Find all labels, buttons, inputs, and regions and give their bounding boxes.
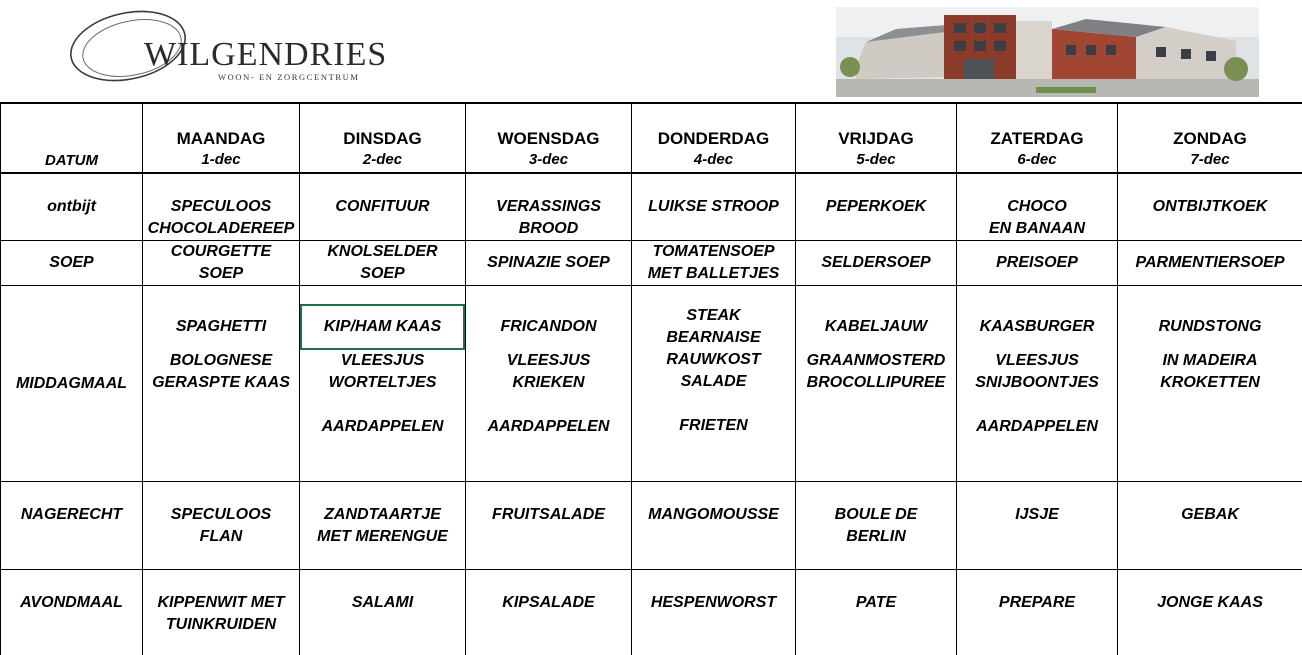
dish-main: FRICANDON	[500, 318, 597, 335]
dish-line: SOEP	[360, 265, 405, 282]
dish-line: SPECULOOS	[170, 506, 272, 523]
dish-side: GRAANMOSTERD	[806, 352, 946, 369]
menu-cell[interactable]	[466, 570, 632, 655]
dish-main: BEARNAISE	[666, 329, 761, 346]
dish-line: TUINKRUIDEN	[165, 616, 277, 633]
day-date: 4-dec	[693, 151, 734, 168]
menu-cell[interactable]	[957, 570, 1118, 655]
logo-name: WILGENDRIES	[144, 36, 388, 73]
day-date: 6-dec	[1017, 151, 1057, 168]
menu-cell[interactable]	[796, 286, 957, 482]
selected-cell[interactable]: KIP/HAM KAAS	[300, 304, 465, 350]
day-cell[interactable]	[300, 103, 466, 173]
day-cell[interactable]	[632, 103, 796, 173]
dish-line: BERLIN	[846, 528, 906, 545]
menu-cell[interactable]	[632, 173, 796, 241]
dish-side: KROKETTEN	[1160, 374, 1260, 391]
weekly-menu-table	[0, 102, 1302, 655]
menu-cell[interactable]	[796, 241, 957, 286]
row-middagmaal	[1, 286, 1302, 482]
dish-main: KAASBURGER	[979, 318, 1095, 335]
datum-label-cell[interactable]	[1, 103, 143, 173]
dish-line: PREPARE	[998, 594, 1076, 611]
menu-cell[interactable]	[632, 482, 796, 570]
menu-cell[interactable]	[143, 482, 300, 570]
menu-cell[interactable]	[466, 173, 632, 241]
menu-cell[interactable]	[466, 241, 632, 286]
dish-line: PEPERKOEK	[825, 198, 927, 215]
menu-cell[interactable]	[143, 570, 300, 655]
menu-cell[interactable]	[796, 570, 957, 655]
day-cell[interactable]	[1118, 103, 1302, 173]
dish-line: SOEP	[198, 265, 244, 282]
menu-cell[interactable]	[300, 173, 466, 241]
dish-side: SNIJBOONTJES	[975, 374, 1099, 391]
dish-line: CHOCOLADEREEP	[147, 220, 295, 237]
datum-label: DATUM	[44, 152, 99, 169]
dish-line: MET MERENGUE	[317, 528, 448, 545]
menu-cell[interactable]	[957, 241, 1118, 286]
dish-line: VERASSINGS	[496, 198, 601, 215]
dish-line: SPINAZIE SOEP	[487, 254, 610, 271]
menu-cell[interactable]	[143, 241, 300, 286]
menu-cell[interactable]	[796, 482, 957, 570]
dish-line: CONFITUUR	[335, 198, 430, 215]
row-nagerecht	[1, 482, 1302, 570]
row-label-cell[interactable]	[1, 173, 143, 241]
row-label-cell[interactable]	[1, 482, 143, 570]
day-cell[interactable]	[143, 103, 300, 173]
row-avondmaal	[1, 570, 1302, 655]
menu-cell[interactable]	[632, 286, 796, 482]
dish-line: HESPENWORST	[650, 594, 777, 611]
dish-line: JONGE KAAS	[1157, 594, 1263, 611]
menu-cell[interactable]	[466, 482, 632, 570]
dish-side: VLEESJUS	[995, 352, 1079, 369]
menu-cell[interactable]	[1118, 286, 1302, 482]
logo-subtitle: WOON- EN ZORGCENTRUM	[218, 72, 360, 82]
menu-cell[interactable]	[143, 173, 300, 241]
header-row	[1, 103, 1302, 173]
dish-line: BROOD	[518, 220, 579, 237]
menu-cell[interactable]	[632, 241, 796, 286]
wilgendries-logo	[66, 6, 388, 86]
row-ontbijt	[1, 173, 1302, 241]
dish-line: FRUITSALADE	[492, 506, 605, 523]
dish-line: COURGETTE	[170, 243, 272, 260]
row-label: NAGERECHT	[20, 506, 123, 523]
day-name: DINSDAG	[343, 129, 422, 148]
day-date: 7-dec	[1190, 151, 1230, 168]
day-name: WOENSDAG	[497, 129, 600, 148]
dish-line: SALAMI	[351, 594, 414, 611]
menu-cell[interactable]	[300, 482, 466, 570]
day-name: VRIJDAG	[838, 129, 914, 148]
dish-line: LUIKSE STROOP	[648, 198, 779, 215]
dish-line: TOMATENSOEP	[652, 243, 775, 260]
menu-cell[interactable]	[957, 173, 1118, 241]
dish-line: SPECULOOS	[170, 198, 272, 215]
dish-line: PATE	[855, 594, 897, 611]
dish-extra: AARDAPPELEN	[487, 418, 610, 435]
building-photo	[836, 7, 1259, 97]
day-name: MAANDAG	[176, 129, 266, 148]
day-name: ZATERDAG	[990, 129, 1084, 148]
dish-line: PARMENTIERSOEP	[1135, 254, 1285, 271]
dish-side: SALADE	[680, 373, 747, 390]
dish-line: ONTBIJTKOEK	[1152, 198, 1268, 215]
day-name: DONDERDAG	[657, 129, 770, 148]
dish-line: IJSJE	[1015, 506, 1059, 523]
day-date: 5-dec	[856, 151, 896, 168]
dish-side: WORTELTJES	[328, 374, 437, 391]
dish-extra: AARDAPPELEN	[976, 418, 1098, 435]
menu-cell[interactable]	[1118, 241, 1302, 286]
menu-cell[interactable]	[1118, 482, 1302, 570]
day-date: 1-dec	[201, 151, 241, 168]
dish-line: PREISOEP	[996, 254, 1078, 271]
menu-cell[interactable]	[300, 286, 466, 482]
dish-extra: FRIETEN	[679, 417, 748, 434]
day-cell[interactable]	[957, 103, 1118, 173]
dish-side: VLEESJUS	[506, 352, 591, 369]
dish-line: GEBAK	[1181, 506, 1239, 523]
dish-line: FLAN	[199, 528, 243, 545]
row-label: SOEP	[49, 254, 94, 271]
dish-line: MANGOMOUSSE	[648, 506, 779, 523]
day-date: 3-dec	[528, 151, 569, 168]
dish-line: EN BANAAN	[989, 220, 1085, 237]
menu-cell[interactable]	[1118, 173, 1302, 241]
menu-cell[interactable]	[1118, 570, 1302, 655]
dish-side: IN MADEIRA	[1162, 352, 1258, 369]
dish-side: BOLOGNESE	[169, 352, 273, 369]
row-label: ontbijt	[47, 198, 96, 215]
row-label: MIDDAGMAAL	[15, 374, 128, 392]
row-label: AVONDMAAL	[20, 594, 123, 611]
day-cell[interactable]	[466, 103, 632, 173]
menu-cell[interactable]	[300, 570, 466, 655]
day-date: 2-dec	[362, 151, 403, 168]
menu-grid	[0, 102, 1302, 655]
day-cell[interactable]	[796, 103, 957, 173]
menu-cell[interactable]	[300, 241, 466, 286]
menu-cell[interactable]	[466, 286, 632, 482]
dish-line: SELDERSOEP	[821, 254, 931, 271]
dish-side: RAUWKOST	[666, 351, 761, 368]
dish-line: KIPSALADE	[502, 594, 595, 611]
dish-side: VLEESJUS	[340, 352, 425, 369]
dish-main: SPAGHETTI	[175, 318, 267, 335]
dish-main: STEAK	[686, 307, 741, 324]
dish-line: KIPPENWIT MET	[157, 594, 285, 611]
dish-side: BROCOLLIPUREE	[806, 374, 946, 391]
menu-cell[interactable]	[957, 286, 1118, 482]
menu-cell[interactable]	[632, 570, 796, 655]
menu-cell[interactable]	[796, 173, 957, 241]
row-label-cell[interactable]	[1, 241, 143, 286]
dish-extra: AARDAPPELEN	[321, 418, 444, 435]
dish-line: MET BALLETJES	[647, 265, 780, 282]
dish-line: BOULE DE	[834, 506, 918, 523]
day-name: ZONDAG	[1173, 129, 1247, 148]
dish-line: CHOCO	[1007, 198, 1067, 215]
dish-side: GERASPTE KAAS	[152, 374, 290, 391]
row-label-cell[interactable]	[1, 286, 143, 482]
dish-line: ZANDTAARTJE	[324, 506, 441, 523]
menu-cell[interactable]	[957, 482, 1118, 570]
dish-line: KNOLSELDER	[327, 243, 438, 260]
row-label-cell[interactable]	[1, 570, 143, 655]
menu-cell[interactable]	[143, 286, 300, 482]
dish-main: RUNDSTONG	[1158, 318, 1262, 335]
dish-main: KABELJAUW	[824, 318, 928, 335]
row-soep	[1, 241, 1302, 286]
dish-side: KRIEKEN	[512, 374, 585, 391]
